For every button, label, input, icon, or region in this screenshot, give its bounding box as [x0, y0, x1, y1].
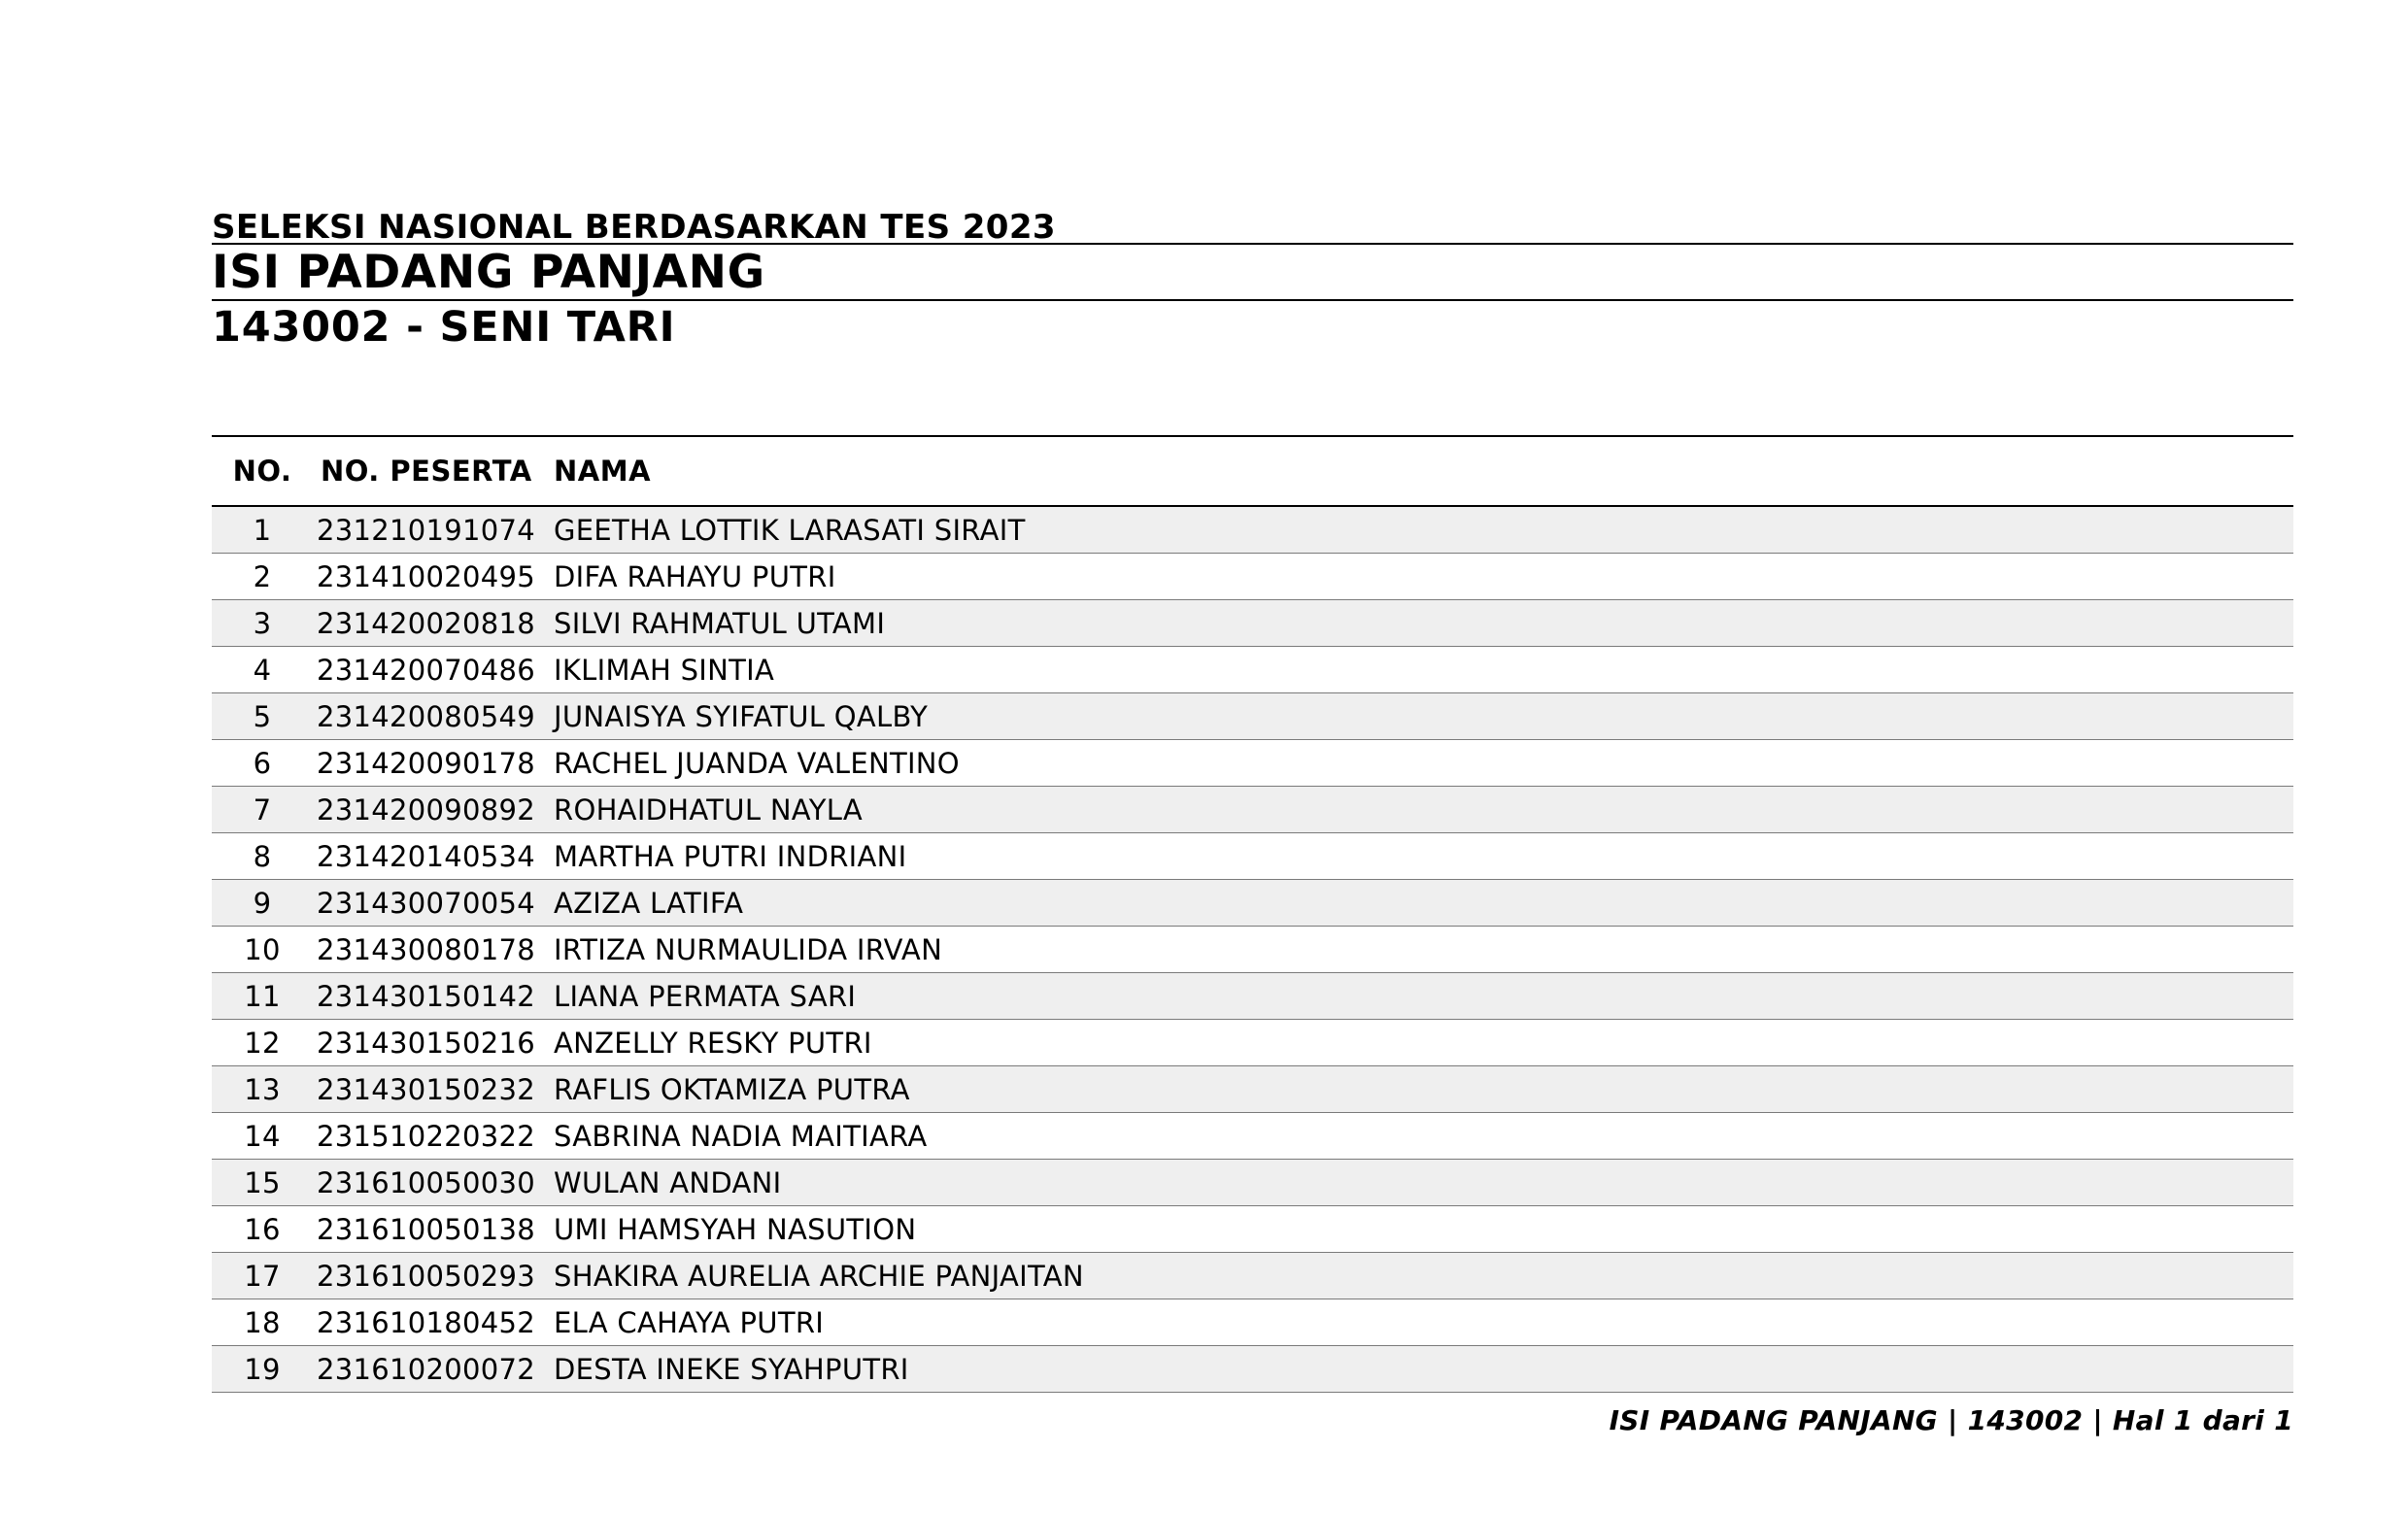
table-row	[212, 1346, 2293, 1393]
row-no: 10	[212, 927, 313, 973]
row-no-peserta: 231420090892	[313, 787, 554, 833]
row-no: 18	[212, 1299, 313, 1346]
row-no: 12	[212, 1020, 313, 1066]
row-no-peserta: 231430150232	[313, 1066, 554, 1113]
column-header-no: NO.	[212, 436, 313, 506]
table-row	[212, 1113, 2293, 1160]
row-no-peserta: 231610050138	[313, 1206, 554, 1253]
row-no: 9	[212, 880, 313, 927]
row-no: 15	[212, 1160, 313, 1206]
row-no-peserta: 231430150142	[313, 973, 554, 1020]
table-row	[212, 693, 2293, 740]
row-no-peserta: 231430080178	[313, 927, 554, 973]
row-no: 16	[212, 1206, 313, 1253]
program-title: 143002 - SENI TARI	[212, 303, 676, 352]
row-nama: ELA CAHAYA PUTRI	[554, 1299, 2293, 1346]
row-no-peserta: 231420080549	[313, 693, 554, 740]
table-row	[212, 927, 2293, 973]
row-no: 1	[212, 506, 313, 554]
row-no-peserta: 231420140534	[313, 833, 554, 880]
participant-table	[212, 435, 2293, 1393]
row-nama: DIFA RAHAYU PUTRI	[554, 554, 2293, 600]
row-no-peserta: 231610180452	[313, 1299, 554, 1346]
row-nama: AZIZA LATIFA	[554, 880, 2293, 927]
table-row	[212, 647, 2293, 693]
row-nama: IKLIMAH SINTIA	[554, 647, 2293, 693]
table-row	[212, 787, 2293, 833]
table-row	[212, 1020, 2293, 1066]
table-row	[212, 1299, 2293, 1346]
institution-title: ISI PADANG PANJANG	[212, 245, 2293, 301]
row-no: 8	[212, 833, 313, 880]
selection-title: SELEKSI NASIONAL BERDASARKAN TES 2023	[212, 204, 2293, 245]
row-nama: DESTA INEKE SYAHPUTRI	[554, 1346, 2293, 1393]
row-no: 17	[212, 1253, 313, 1299]
table-row	[212, 1066, 2293, 1113]
table-row	[212, 880, 2293, 927]
table-row	[212, 833, 2293, 880]
row-no: 14	[212, 1113, 313, 1160]
table-row	[212, 554, 2293, 600]
row-no-peserta: 231420070486	[313, 647, 554, 693]
row-nama: ANZELLY RESKY PUTRI	[554, 1020, 2293, 1066]
row-nama: UMI HAMSYAH NASUTION	[554, 1206, 2293, 1253]
row-no-peserta: 231610050030	[313, 1160, 554, 1206]
row-nama: IRTIZA NURMAULIDA IRVAN	[554, 927, 2293, 973]
row-nama: SHAKIRA AURELIA ARCHIE PANJAITAN	[554, 1253, 2293, 1299]
table-row	[212, 1160, 2293, 1206]
row-no-peserta: 231410020495	[313, 554, 554, 600]
column-header-no-peserta: NO. PESERTA	[313, 436, 554, 506]
row-nama: ROHAIDHATUL NAYLA	[554, 787, 2293, 833]
row-no-peserta: 231510220322	[313, 1113, 554, 1160]
table-row	[212, 1253, 2293, 1299]
table-row	[212, 973, 2293, 1020]
row-nama: LIANA PERMATA SARI	[554, 973, 2293, 1020]
row-nama: JUNAISYA SYIFATUL QALBY	[554, 693, 2293, 740]
row-no-peserta: 231430070054	[313, 880, 554, 927]
row-no-peserta: 231210191074	[313, 506, 554, 554]
row-no-peserta: 231610200072	[313, 1346, 554, 1393]
table-row	[212, 740, 2293, 787]
row-no: 2	[212, 554, 313, 600]
row-no: 6	[212, 740, 313, 787]
row-nama: WULAN ANDANI	[554, 1160, 2293, 1206]
table-row	[212, 600, 2293, 647]
row-no: 5	[212, 693, 313, 740]
row-no: 13	[212, 1066, 313, 1113]
column-header-nama: NAMA	[554, 436, 2293, 506]
row-no-peserta: 231420090178	[313, 740, 554, 787]
row-no: 4	[212, 647, 313, 693]
row-no: 19	[212, 1346, 313, 1393]
table-row	[212, 1206, 2293, 1253]
row-no-peserta: 231610050293	[313, 1253, 554, 1299]
page-footer: ISI PADANG PANJANG | 143002 | Hal 1 dari 1	[1609, 1404, 2293, 1436]
row-nama: GEETHA LOTTIK LARASATI SIRAIT	[554, 506, 2293, 554]
row-no: 7	[212, 787, 313, 833]
row-no-peserta: 231420020818	[313, 600, 554, 647]
row-nama: SABRINA NADIA MAITIARA	[554, 1113, 2293, 1160]
row-no-peserta: 231430150216	[313, 1020, 554, 1066]
row-nama: RACHEL JUANDA VALENTINO	[554, 740, 2293, 787]
document-page	[212, 204, 2293, 1386]
table-body	[212, 506, 2293, 1393]
row-no: 3	[212, 600, 313, 647]
row-no: 11	[212, 973, 313, 1020]
table-header-row	[212, 436, 2293, 506]
table-row	[212, 506, 2293, 554]
row-nama: MARTHA PUTRI INDRIANI	[554, 833, 2293, 880]
row-nama: RAFLIS OKTAMIZA PUTRA	[554, 1066, 2293, 1113]
row-nama: SILVI RAHMATUL UTAMI	[554, 600, 2293, 647]
